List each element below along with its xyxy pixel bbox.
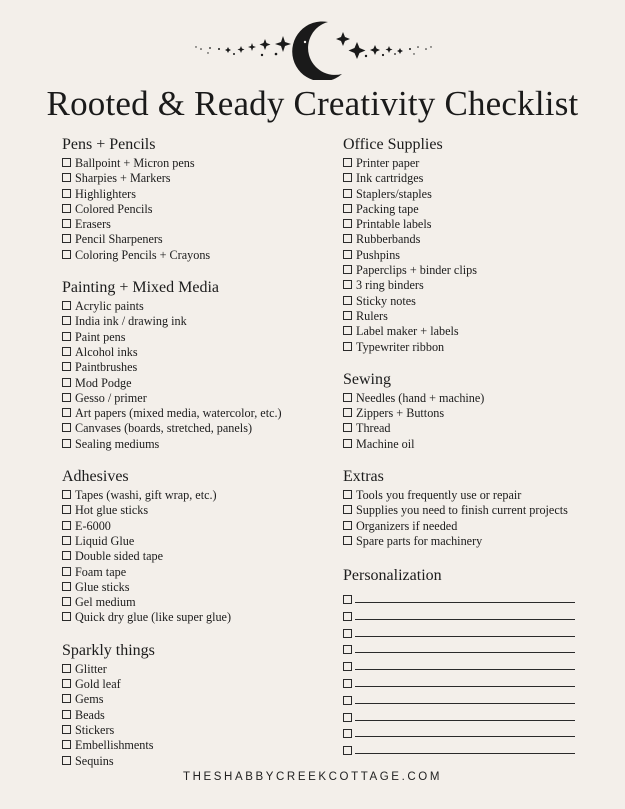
checklist-item-label: Ink cartridges	[356, 171, 424, 186]
checkbox[interactable]	[343, 158, 352, 167]
checkbox[interactable]	[62, 189, 71, 198]
checklist-item-label: Pencil Sharpeners	[75, 232, 163, 247]
write-in-line[interactable]	[355, 652, 575, 653]
write-in-line[interactable]	[355, 753, 575, 754]
checklist-item	[343, 232, 593, 247]
checklist-item-label: Embellishments	[75, 738, 154, 753]
checklist-item	[62, 376, 332, 391]
checklist-item	[343, 340, 593, 355]
checklist-item	[62, 503, 332, 518]
checklist-item	[62, 330, 332, 345]
checklist-item-label: Gesso / primer	[75, 390, 147, 405]
checklist-item	[62, 738, 332, 753]
checkbox[interactable]	[62, 316, 71, 325]
checklist-item	[62, 610, 332, 625]
checklist-item	[343, 421, 593, 436]
checkbox[interactable]	[343, 746, 352, 755]
checklist-item-label: Packing tape	[356, 201, 419, 216]
checklist-item-label: Thread	[356, 421, 391, 436]
checkbox[interactable]	[343, 521, 352, 530]
checklist-item-label: Printer paper	[356, 156, 420, 170]
checklist-item-label: Coloring Pencils + Crayons	[75, 247, 211, 262]
checklist-item	[343, 156, 593, 171]
blank-line-row	[343, 623, 593, 640]
checklist-item	[343, 534, 593, 549]
write-in-line[interactable]	[355, 720, 575, 721]
checklist-item-label: Foam tape	[75, 564, 127, 579]
blank-line-row	[343, 606, 593, 623]
checklist-item-label: Tools you frequently use or repair	[356, 488, 522, 503]
checklist-item-label: Stickers	[75, 722, 115, 737]
checklist-item	[343, 248, 593, 263]
checklist-item-label: Printable labels	[356, 217, 432, 232]
checkbox[interactable]	[343, 423, 352, 432]
checklist-item	[343, 519, 593, 534]
checkbox[interactable]	[343, 439, 352, 448]
write-in-line[interactable]	[355, 619, 575, 620]
blank-line-row	[343, 707, 593, 724]
personalization-lines	[343, 589, 593, 757]
checkbox[interactable]	[343, 408, 352, 417]
section-title: Painting + Mixed Media	[62, 279, 220, 297]
checkbox[interactable]	[62, 679, 71, 688]
checklist-item-label: Glitter	[75, 661, 107, 676]
checklist-item-label: Sealing mediums	[75, 436, 160, 451]
blank-line-row	[343, 640, 593, 657]
checklist-item	[343, 278, 593, 293]
checkbox[interactable]	[62, 362, 71, 371]
checkbox[interactable]	[62, 378, 71, 387]
checklist-item	[343, 217, 593, 232]
checklist-item	[343, 171, 593, 186]
checklist-item	[62, 345, 332, 360]
section-title: Personalization	[343, 567, 442, 585]
checklist-item-label: Quick dry glue (like super glue)	[75, 610, 232, 625]
checkbox[interactable]	[62, 204, 71, 213]
checkbox[interactable]	[62, 725, 71, 734]
checklist-item-label: Liquid Glue	[75, 533, 135, 548]
page-title: Rooted & Ready Creativity Checklist	[46, 84, 579, 123]
checkbox[interactable]	[343, 595, 352, 604]
write-in-line[interactable]	[355, 602, 575, 603]
checkbox[interactable]	[343, 311, 352, 320]
checklist-item	[343, 391, 593, 406]
checkbox[interactable]	[62, 505, 71, 514]
checklist-item	[343, 437, 593, 452]
checklist-item	[343, 503, 593, 518]
section-personalization	[343, 567, 593, 757]
checkbox[interactable]	[62, 490, 71, 499]
checkbox[interactable]	[62, 173, 71, 182]
checklist-item	[343, 406, 593, 421]
checkbox[interactable]	[343, 189, 352, 198]
checklist-item-label: Colored Pencils	[75, 201, 153, 216]
checklist-item	[343, 263, 593, 278]
checklist	[343, 488, 593, 549]
write-in-line[interactable]	[355, 636, 575, 637]
checkbox[interactable]	[62, 332, 71, 341]
checklist-item	[343, 324, 593, 339]
checkbox[interactable]	[62, 521, 71, 530]
checkbox[interactable]	[343, 645, 352, 654]
checklist-item	[62, 391, 332, 406]
checkbox[interactable]	[62, 439, 71, 448]
checklist-item	[62, 565, 332, 580]
checkbox[interactable]	[62, 612, 71, 621]
checklist-item-label: Organizers if needed	[356, 518, 458, 533]
checklist-item-label: Mod Podge	[75, 375, 132, 390]
checklist-item	[62, 156, 332, 171]
checkbox[interactable]	[62, 250, 71, 259]
checklist-item-label: Beads	[75, 707, 105, 722]
checklist	[62, 299, 332, 452]
footer-website: THESHABBYCREEKCOTTAGE.COM	[182, 771, 443, 783]
checklist-item-label: Paint pens	[75, 329, 126, 344]
checkbox[interactable]	[62, 597, 71, 606]
checklist-item-label: Zippers + Buttons	[356, 406, 445, 421]
checkbox[interactable]	[343, 713, 352, 722]
checkbox[interactable]	[62, 423, 71, 432]
checklist-item-label: Rubberbands	[356, 232, 421, 247]
checkbox[interactable]	[62, 740, 71, 749]
blank-line-row	[343, 673, 593, 690]
checklist-item	[62, 360, 332, 375]
section-title: Extras	[343, 468, 384, 486]
checkbox[interactable]	[62, 536, 71, 545]
checklist-item-label: Tapes (washi, gift wrap, etc.)	[75, 488, 217, 503]
checkbox[interactable]	[343, 536, 352, 545]
checklist-item-label: Canvases (boards, stretched, panels)	[75, 421, 252, 436]
blank-line-row	[343, 656, 593, 673]
section-pens-pencils	[62, 136, 332, 263]
checkbox[interactable]	[62, 301, 71, 310]
checklist-item-label: Sequins	[75, 753, 114, 768]
section-title: Sewing	[343, 370, 391, 388]
checklist-item-label: 3 ring binders	[356, 278, 424, 293]
checkbox[interactable]	[343, 696, 352, 705]
checklist-item	[343, 187, 593, 202]
checklist-item-label: Ballpoint + Micron pens	[75, 156, 195, 170]
checkbox[interactable]	[343, 280, 352, 289]
checklist-item	[62, 248, 332, 263]
checkbox[interactable]	[62, 551, 71, 560]
checklist-item-label: Alcohol inks	[75, 344, 138, 359]
checklist-item-label: Gold leaf	[75, 677, 121, 692]
checklist-item	[62, 437, 332, 452]
checklist	[343, 391, 593, 452]
checkbox[interactable]	[62, 234, 71, 243]
checklist-item	[62, 187, 332, 202]
left-column	[62, 136, 332, 785]
checklist-item	[62, 662, 332, 677]
checklist	[343, 156, 593, 355]
checkbox[interactable]	[343, 326, 352, 335]
checklist-item	[343, 488, 593, 503]
write-in-line[interactable]	[355, 703, 575, 704]
checkbox[interactable]	[343, 729, 352, 738]
checklist-item-label: Highlighters	[75, 186, 136, 201]
checkbox[interactable]	[62, 582, 71, 591]
checkbox[interactable]	[62, 694, 71, 703]
checklist-item-label: Sticky notes	[356, 293, 416, 308]
checkbox[interactable]	[343, 296, 352, 305]
checkbox[interactable]	[343, 490, 352, 499]
checklist-item-label: Typewriter ribbon	[356, 339, 445, 354]
checklist-item-label: Machine oil	[356, 436, 415, 451]
checklist-item	[62, 406, 332, 421]
checklist-item	[62, 299, 332, 314]
checklist-item	[62, 692, 332, 707]
section-sewing	[343, 371, 593, 452]
checklist-item	[62, 421, 332, 436]
blank-line-row	[343, 589, 593, 606]
checklist-item	[343, 294, 593, 309]
checklist-item-label: Rulers	[356, 308, 388, 323]
checklist-item-label: E-6000	[75, 518, 111, 533]
write-in-line[interactable]	[355, 686, 575, 687]
section-extras	[343, 468, 593, 549]
checkbox[interactable]	[343, 265, 352, 274]
checklist-item-label: Hot glue sticks	[75, 503, 149, 518]
checklist-item	[62, 519, 332, 534]
blank-line-row	[343, 690, 593, 707]
checklist-item-label: Supplies you need to finish current projects	[356, 503, 568, 518]
checklist-item	[343, 202, 593, 217]
checklist-item	[62, 171, 332, 186]
blank-line-row	[343, 724, 593, 741]
checklist-item-label: Needles (hand + machine)	[356, 390, 485, 405]
checklist-item	[62, 723, 332, 738]
checkbox[interactable]	[62, 710, 71, 719]
section-adhesives	[62, 468, 332, 626]
checkbox[interactable]	[343, 612, 352, 621]
checklist-item-label: Art papers (mixed media, watercolor, etc.)	[75, 406, 282, 421]
section-sparkly-things	[62, 642, 332, 769]
checklist-item-label: Acrylic paints	[75, 299, 144, 314]
checklist-item-label: India ink / drawing ink	[75, 314, 187, 329]
checkbox[interactable]	[343, 234, 352, 243]
moon-and-stars-icon	[0, 18, 625, 80]
section-title: Adhesives	[62, 468, 129, 486]
checkbox[interactable]	[343, 393, 352, 402]
blank-line-row	[343, 740, 593, 757]
checklist-item	[62, 677, 332, 692]
checkbox[interactable]	[343, 219, 352, 228]
checkbox[interactable]	[62, 756, 71, 765]
checklist-item	[62, 314, 332, 329]
checklist-item	[62, 202, 332, 217]
checklist-item-label: Gems	[75, 692, 104, 707]
checklist-item	[62, 708, 332, 723]
checklist-item	[62, 580, 332, 595]
checkbox[interactable]	[343, 204, 352, 213]
right-column	[343, 136, 593, 773]
checklist-item	[62, 232, 332, 247]
checklist-item-label: Gel medium	[75, 595, 136, 610]
checklist	[62, 156, 332, 263]
checklist-item-label: Double sided tape	[75, 549, 163, 564]
checkbox[interactable]	[62, 393, 71, 402]
checklist-item	[62, 534, 332, 549]
checkbox[interactable]	[62, 664, 71, 673]
checkbox[interactable]	[343, 662, 352, 671]
section-title: Pens + Pencils	[62, 136, 156, 153]
checklist-item	[62, 549, 332, 564]
checklist-item	[62, 488, 332, 503]
checklist-item-label: Glue sticks	[75, 579, 130, 594]
checklist-item	[62, 217, 332, 232]
checklist-item-label: Spare parts for machinery	[356, 533, 483, 548]
checkbox[interactable]	[62, 408, 71, 417]
section-title: Sparkly things	[62, 641, 155, 659]
checklist-item-label: Erasers	[75, 217, 111, 232]
write-in-line[interactable]	[355, 736, 575, 737]
section-title: Office Supplies	[343, 136, 443, 153]
checklist	[62, 662, 332, 769]
checklist-item-label: Staplers/staples	[356, 186, 432, 201]
checkbox[interactable]	[62, 347, 71, 356]
checklist-item	[343, 309, 593, 324]
checklist-item	[62, 595, 332, 610]
checkbox[interactable]	[343, 505, 352, 514]
checkbox[interactable]	[343, 173, 352, 182]
checklist-item-label: Pushpins	[356, 247, 401, 262]
checklist	[62, 488, 332, 626]
checkbox[interactable]	[343, 342, 352, 351]
checkbox[interactable]	[62, 219, 71, 228]
checkbox[interactable]	[62, 567, 71, 576]
checklist-item-label: Sharpies + Markers	[75, 171, 171, 186]
checkbox[interactable]	[343, 679, 352, 688]
section-office-supplies	[343, 136, 593, 355]
checklist-item-label: Paperclips + binder clips	[356, 263, 477, 278]
checklist-item	[62, 754, 332, 769]
checklist-item-label: Paintbrushes	[75, 360, 138, 375]
checklist-item-label: Label maker + labels	[356, 324, 459, 339]
checkbox[interactable]	[62, 158, 71, 167]
section-painting-mixed-media	[62, 279, 332, 452]
checkbox[interactable]	[343, 629, 352, 638]
checkbox[interactable]	[343, 250, 352, 259]
write-in-line[interactable]	[355, 669, 575, 670]
